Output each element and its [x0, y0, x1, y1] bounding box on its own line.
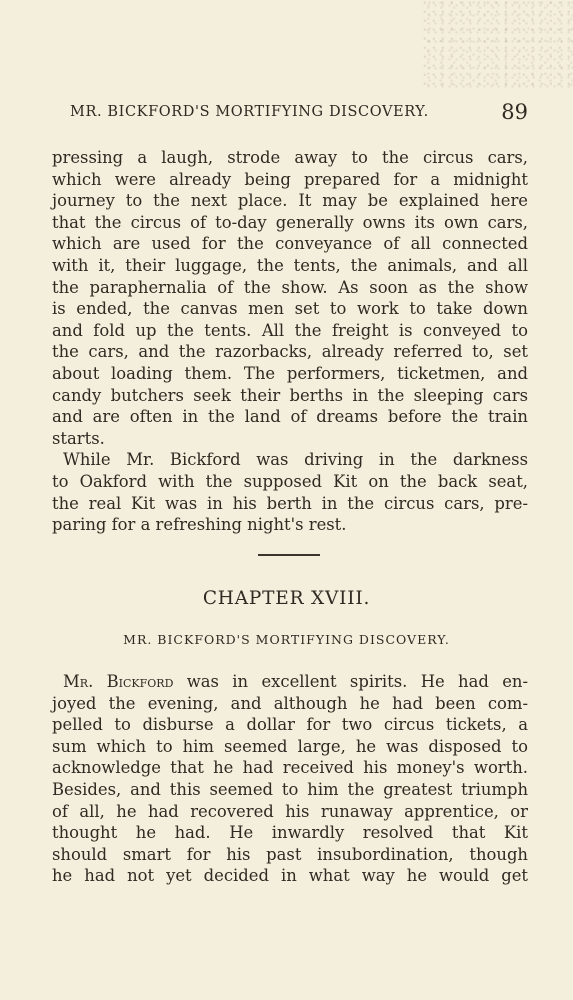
text-fragment: was in excellent spirits. He had en- — [173, 672, 528, 691]
text-line: should smart for his past insubordination, though — [52, 844, 528, 864]
page-number: 89 — [501, 100, 528, 124]
text-line: that the circus of to-day generally owns its own cars, — [52, 212, 528, 232]
text-line: is ended, the canvas men set to work to take down — [52, 299, 528, 319]
text-line: pelled to disburse a dollar for two circus tickets, a — [52, 715, 528, 735]
text-line: with it, their luggage, the tents, the animals, and all — [52, 255, 528, 275]
body-text-top — [52, 147, 528, 536]
small-caps-name: Mr. Bickford — [63, 672, 174, 691]
text-line: the paraphernalia of the show. As soon as the show — [52, 277, 528, 297]
text-line: he had not yet decided in what way he would get — [52, 866, 528, 886]
text-line: While Mr. Bickford was driving in the darkness — [63, 450, 528, 470]
chapter-heading: CHAPTER XVIII. — [202, 588, 371, 609]
text-line: and fold up the tents. All the freight is conveyed to — [52, 320, 528, 340]
text-line: starts. — [52, 428, 105, 448]
text-line: joyed the evening, and although he had been com- — [52, 693, 528, 713]
text-line: which are used for the conveyance of all connected — [52, 234, 528, 254]
text-line: sum which to him seemed large, he was disposed to — [52, 736, 528, 756]
text-line — [52, 671, 528, 693]
text-line: of all, he had recovered his runaway apprentice, or — [52, 801, 528, 821]
chapter-subtitle: MR. BICKFORD'S MORTIFYING DISCOVERY. — [123, 632, 450, 647]
text-line: Besides, and this seemed to him the greatest triumph — [52, 779, 528, 799]
text-line: thought he had. He inwardly resolved that Kit — [52, 823, 528, 843]
section-divider — [258, 554, 320, 556]
text-line: which were already being prepared for a midnight — [52, 169, 528, 189]
running-title: MR. BICKFORD'S MORTIFYING DISCOVERY. — [70, 104, 429, 120]
paper-speckle — [423, 0, 573, 90]
text-line: the cars, and the razorbacks, already referred to, set — [52, 342, 528, 362]
text-line: the real Kit was in his berth in the circus cars, pre- — [52, 493, 528, 513]
text-line: journey to the next place. It may be explained here — [52, 191, 528, 211]
text-line: acknowledge that he had received his money's worth. — [52, 758, 528, 778]
text-line: about loading them. The performers, ticketmen, and — [52, 363, 528, 383]
text-line: paring for a refreshing night's rest. — [52, 515, 347, 535]
body-text-bottom — [52, 671, 528, 887]
text-line: and are often in the land of dreams before the train — [52, 407, 528, 427]
text-line: to Oakford with the supposed Kit on the back seat, — [52, 471, 528, 491]
running-head — [58, 100, 530, 130]
text-line: candy butchers seek their berths in the sleeping cars — [52, 385, 528, 405]
text-line: pressing a laugh, strode away to the circus cars, — [52, 148, 528, 167]
